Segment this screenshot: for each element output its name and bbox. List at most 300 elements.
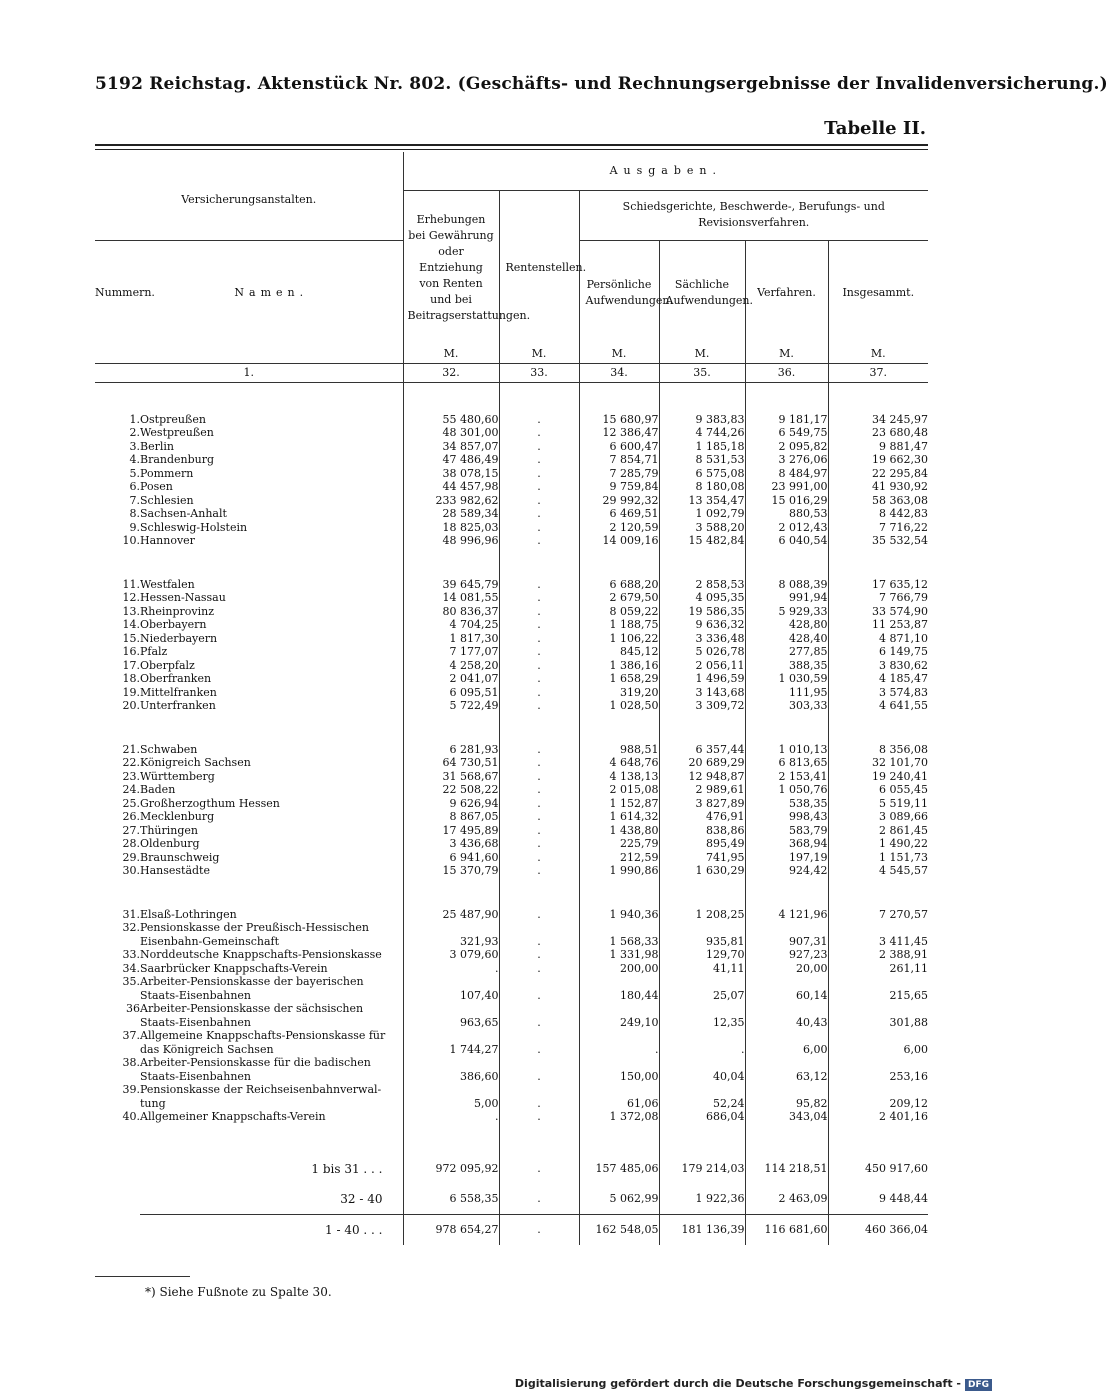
- value-c36: 428,40: [745, 632, 828, 646]
- unit-label: M.: [499, 345, 579, 363]
- col-insgesammt-header: Insgesammt.: [828, 240, 928, 345]
- institution-name: Staats-Eisenbahnen: [140, 1015, 252, 1029]
- value-c33: .: [499, 797, 579, 811]
- spacer-cell: [828, 1124, 928, 1154]
- institution-name: Posen: [140, 480, 173, 493]
- institution-name: Oberbayern: [140, 618, 207, 631]
- institution-name: Saarbrücker Knappschafts-Verein: [140, 961, 328, 975]
- value-c34: 9 759,84: [579, 480, 659, 494]
- value-c35: 3 309,72: [659, 699, 745, 713]
- value-c37: 9 881,47: [828, 440, 928, 454]
- value-c33: .: [499, 1097, 579, 1111]
- value-c33: .: [499, 743, 579, 757]
- sum-c37: 450 917,60: [828, 1154, 928, 1184]
- unit-label: M.: [828, 345, 928, 363]
- value-c37: 22 295,84: [828, 467, 928, 481]
- value-c37: 7 270,57: [828, 908, 928, 922]
- institution-name: Unterfranken: [140, 699, 216, 712]
- row-number: 13.: [122, 604, 140, 618]
- value-c34: 7 285,79: [579, 467, 659, 481]
- row-number: 36: [126, 1002, 140, 1015]
- row-number: 12.: [122, 591, 140, 604]
- institution-name: das Königreich Sachsen: [140, 1042, 274, 1056]
- value-c36: 6,00: [745, 1043, 828, 1057]
- value-c37: 4 871,10: [828, 632, 928, 646]
- value-c37: 4 641,55: [828, 699, 928, 713]
- value-c37: 6 055,45: [828, 783, 928, 797]
- value-c34: 1 106,22: [579, 632, 659, 646]
- table-row: [95, 672, 928, 686]
- column-number: 33.: [499, 363, 579, 382]
- value-c35: 686,04: [659, 1110, 745, 1124]
- value-c32: 47 486,49: [403, 453, 499, 467]
- value-c37: 1 151,73: [828, 851, 928, 865]
- spacer-cell: [140, 548, 403, 578]
- table-row: [95, 521, 928, 535]
- value-c36: 991,94: [745, 591, 828, 605]
- value-c33: [499, 1083, 579, 1097]
- value-c32: [403, 1002, 499, 1016]
- institution-name: Allgemeine Knappschafts-Pensionskasse für: [140, 1029, 386, 1042]
- spacer-cell: [828, 548, 928, 578]
- value-c37: [828, 1029, 928, 1043]
- table-row: [95, 440, 928, 454]
- institution-name: Pfalz: [140, 645, 168, 658]
- value-c32: 4 258,20: [403, 659, 499, 673]
- value-c35: 5 026,78: [659, 645, 745, 659]
- group-spacer: [95, 878, 928, 908]
- value-c37: 253,16: [828, 1070, 928, 1084]
- value-c36: 1 050,76: [745, 783, 828, 797]
- value-c35: 3 336,48: [659, 632, 745, 646]
- spacer-cell: [745, 878, 828, 908]
- spacer-cell: [745, 548, 828, 578]
- value-c35: 19 586,35: [659, 605, 745, 619]
- group-spacer: [95, 1124, 928, 1154]
- value-c33: .: [499, 783, 579, 797]
- value-c33: .: [499, 534, 579, 548]
- row-number: 11.: [122, 577, 140, 591]
- value-c35: 25,07: [659, 989, 745, 1003]
- value-c36: 2 012,43: [745, 521, 828, 535]
- value-c36: 40,43: [745, 1016, 828, 1030]
- schiedsgerichte-header: Schiedsgerichte, Beschwerde-, Berufungs- und Revisionsverfahren.: [579, 190, 928, 240]
- value-c32: 28 589,34: [403, 507, 499, 521]
- value-c35: 2 989,61: [659, 783, 745, 797]
- value-c37: 8 442,83: [828, 507, 928, 521]
- value-c32: [403, 1083, 499, 1097]
- value-c36: 907,31: [745, 935, 828, 949]
- row-number: 39.: [122, 1083, 140, 1096]
- value-c32: 1 817,30: [403, 632, 499, 646]
- institution-name: Eisenbahn-Gemeinschaft: [140, 934, 280, 948]
- value-c32: 4 704,25: [403, 618, 499, 632]
- value-c33: .: [499, 908, 579, 922]
- value-c37: 2 401,16: [828, 1110, 928, 1124]
- value-c34: 1 658,29: [579, 672, 659, 686]
- value-c35: 3 827,89: [659, 797, 745, 811]
- value-c35: 13 354,47: [659, 494, 745, 508]
- value-c37: 5 519,11: [828, 797, 928, 811]
- value-c36: 368,94: [745, 837, 828, 851]
- spacer-cell: [403, 548, 499, 578]
- value-c36: 428,80: [745, 618, 828, 632]
- institution-name: Großherzogthum Hessen: [140, 796, 280, 810]
- value-c35: 9 636,32: [659, 618, 745, 632]
- row-number: 31.: [122, 907, 140, 921]
- value-c36: [745, 975, 828, 989]
- value-c36: 63,12: [745, 1070, 828, 1084]
- value-c37: 4 545,57: [828, 864, 928, 878]
- spacer-cell: [579, 878, 659, 908]
- row-number: 17.: [122, 658, 140, 672]
- value-c32: 233 982,62: [403, 494, 499, 508]
- sum-c36: 116 681,60: [745, 1214, 828, 1245]
- value-c35: 8 531,53: [659, 453, 745, 467]
- col-erhebungen-header: Erhebungen bei Gewährung oder Entziehung von Renten und bei Beitragserstattungen.: [403, 190, 499, 345]
- value-c36: 303,33: [745, 699, 828, 713]
- insurance-institutions-header: Versicherungsanstalten.: [181, 193, 317, 206]
- column-number: 36.: [745, 363, 828, 382]
- spacer-cell: [95, 382, 140, 413]
- unit-label: M.: [403, 345, 499, 363]
- row-number: 5.: [129, 466, 140, 480]
- credit-text: Digitalisierung gefördert durch die Deutsche Forschungsgemeinschaft -: [514, 1377, 961, 1390]
- sum-c34: 162 548,05: [579, 1214, 659, 1245]
- value-c33: .: [499, 507, 579, 521]
- value-c32: 14 081,55: [403, 591, 499, 605]
- value-c33: .: [499, 591, 579, 605]
- table-row: [95, 453, 928, 467]
- value-c36: 197,19: [745, 851, 828, 865]
- table-row: [95, 618, 928, 632]
- table-row: [95, 426, 928, 440]
- value-c33: .: [499, 699, 579, 713]
- value-c35: 2 056,11: [659, 659, 745, 673]
- table-row: [95, 756, 928, 770]
- value-c36: 20,00: [745, 962, 828, 976]
- table-row: [95, 534, 928, 548]
- value-c37: [828, 1002, 928, 1016]
- column-number: 1.: [95, 363, 403, 382]
- table-row: [95, 948, 928, 962]
- spacer-cell: [499, 878, 579, 908]
- value-c34: 1 372,08: [579, 1110, 659, 1124]
- value-c36: 6 549,75: [745, 426, 828, 440]
- value-c33: .: [499, 480, 579, 494]
- value-c35: 2 858,53: [659, 578, 745, 592]
- row-number: [95, 1070, 140, 1084]
- sum-c35: 181 136,39: [659, 1214, 745, 1245]
- value-c33: .: [499, 632, 579, 646]
- value-c34: 200,00: [579, 962, 659, 976]
- value-c33: .: [499, 948, 579, 962]
- row-number: 3.: [129, 439, 140, 453]
- institution-name: Westfalen: [140, 577, 195, 591]
- value-c33: [499, 1029, 579, 1043]
- spacer-cell: [828, 713, 928, 743]
- value-c32: 44 457,98: [403, 480, 499, 494]
- value-c33: .: [499, 1016, 579, 1030]
- institution-name: Hannover: [140, 534, 195, 547]
- sum-c32: 6 558,35: [403, 1184, 499, 1215]
- value-c32: .: [403, 962, 499, 976]
- value-c32: 7 177,07: [403, 645, 499, 659]
- value-c34: 1 188,75: [579, 618, 659, 632]
- value-c35: [659, 921, 745, 935]
- value-c32: [403, 1029, 499, 1043]
- value-c33: .: [499, 989, 579, 1003]
- group-spacer: [95, 382, 928, 413]
- value-c35: [659, 1002, 745, 1016]
- value-c33: .: [499, 494, 579, 508]
- table-row: [95, 824, 928, 838]
- value-c35: 6 575,08: [659, 467, 745, 481]
- institution-name: Hansestädte: [140, 864, 210, 877]
- institution-name: Schwaben: [140, 742, 198, 756]
- value-c32: 963,65: [403, 1016, 499, 1030]
- table-row: [95, 935, 928, 949]
- spacer-cell: [140, 713, 403, 743]
- value-c35: 12,35: [659, 1016, 745, 1030]
- value-c32: 3 079,60: [403, 948, 499, 962]
- value-c35: [659, 1056, 745, 1070]
- row-number: 35.: [122, 975, 140, 988]
- value-c35: [659, 975, 745, 989]
- top-rule-thin: [95, 149, 928, 150]
- value-c37: 2 388,91: [828, 948, 928, 962]
- table-row: [95, 921, 928, 935]
- value-c34: 249,10: [579, 1016, 659, 1030]
- value-c36: 998,43: [745, 810, 828, 824]
- col-nummern-header: Nummern.: [95, 240, 140, 345]
- value-c33: .: [499, 962, 579, 976]
- column-number-row: [95, 363, 928, 382]
- value-c37: 3 830,62: [828, 659, 928, 673]
- value-c37: 32 101,70: [828, 756, 928, 770]
- spacer-cell: [579, 1124, 659, 1154]
- sum-c35: 1 922,36: [659, 1184, 745, 1215]
- institution-name: Oldenburg: [140, 837, 200, 850]
- value-c37: [828, 1083, 928, 1097]
- value-c37: 209,12: [828, 1097, 928, 1111]
- value-c36: 277,85: [745, 645, 828, 659]
- value-c35: 52,24: [659, 1097, 745, 1111]
- row-number: 24.: [122, 783, 140, 796]
- sum-c33: .: [499, 1214, 579, 1245]
- institution-name: Arbeiter-Pensionskasse für die badischen: [140, 1056, 371, 1069]
- table-row: [95, 837, 928, 851]
- sum-c33: .: [499, 1154, 579, 1184]
- row-number: 2.: [129, 426, 140, 439]
- value-c33: .: [499, 935, 579, 949]
- row-number: 40.: [122, 1110, 140, 1123]
- spacer-cell: [499, 1124, 579, 1154]
- sum-row: [95, 1154, 928, 1184]
- value-c35: 41,11: [659, 962, 745, 976]
- row-number: 4.: [129, 453, 140, 466]
- institution-name: Württemberg: [140, 769, 215, 783]
- value-c33: [499, 975, 579, 989]
- value-c35: .: [659, 1043, 745, 1057]
- table-row: [95, 591, 928, 605]
- value-c32: 5,00: [403, 1097, 499, 1111]
- institution-name: Arbeiter-Pensionskasse der sächsischen: [140, 1002, 364, 1015]
- sum-spacer: [95, 1154, 140, 1184]
- value-c37: 17 635,12: [828, 578, 928, 592]
- value-c37: 301,88: [828, 1016, 928, 1030]
- spacer-cell: [579, 382, 659, 413]
- value-c33: .: [499, 686, 579, 700]
- value-c34: .: [579, 1043, 659, 1057]
- institution-name: Mittelfranken: [140, 685, 217, 699]
- row-number: 18.: [122, 672, 140, 685]
- row-number: [95, 1016, 140, 1030]
- col-verfahren-header: Verfahren.: [745, 240, 828, 345]
- value-c36: [745, 1056, 828, 1070]
- institution-name: Berlin: [140, 439, 174, 453]
- row-number: 6.: [129, 480, 140, 493]
- spacer-cell: [95, 1124, 140, 1154]
- table-row: [95, 770, 928, 784]
- value-c37: 23 680,48: [828, 426, 928, 440]
- table-row: [95, 1097, 928, 1111]
- value-c36: 924,42: [745, 864, 828, 878]
- value-c32: [403, 975, 499, 989]
- value-c34: 6 469,51: [579, 507, 659, 521]
- institution-name: Hessen-Nassau: [140, 591, 226, 604]
- value-c34: 8 059,22: [579, 605, 659, 619]
- value-c32: [403, 1056, 499, 1070]
- institution-name: Pensionskasse der Preußisch-Hessischen: [140, 921, 369, 934]
- footnote: *) Siehe Fußnote zu Spalte 30.: [145, 1285, 332, 1299]
- row-number: 10.: [122, 534, 140, 547]
- value-c33: .: [499, 824, 579, 838]
- row-number: 1.: [129, 412, 140, 426]
- value-c32: 6 095,51: [403, 686, 499, 700]
- table-row: [95, 1056, 928, 1070]
- value-c32: .: [403, 1110, 499, 1124]
- value-c32: 34 857,07: [403, 440, 499, 454]
- value-c36: [745, 1029, 828, 1043]
- value-c34: 1 152,87: [579, 797, 659, 811]
- row-number: 20.: [122, 699, 140, 712]
- value-c35: 12 948,87: [659, 770, 745, 784]
- col-namen-header: Namen.: [140, 240, 403, 345]
- row-number: 9.: [129, 520, 140, 534]
- value-c36: 2 095,82: [745, 440, 828, 454]
- value-c35: 20 689,29: [659, 756, 745, 770]
- ausgaben-header: Ausgaben.: [403, 152, 928, 190]
- value-c35: 40,04: [659, 1070, 745, 1084]
- sum-c36: 2 463,09: [745, 1184, 828, 1215]
- value-c33: .: [499, 659, 579, 673]
- value-c33: [499, 1002, 579, 1016]
- value-c36: 3 276,06: [745, 453, 828, 467]
- institution-name: Mecklenburg: [140, 810, 215, 823]
- value-c36: 6 040,54: [745, 534, 828, 548]
- value-c34: 225,79: [579, 837, 659, 851]
- institution-name: Ostpreußen: [140, 412, 206, 426]
- value-c35: 4 095,35: [659, 591, 745, 605]
- institution-name: Allgemeiner Knappschafts-Verein: [140, 1110, 326, 1123]
- col-persoenliche-header: Persönliche Aufwendungen.: [579, 240, 659, 345]
- sum-c37: 460 366,04: [828, 1214, 928, 1245]
- sum-c35: 179 214,03: [659, 1154, 745, 1184]
- value-c32: 39 645,79: [403, 578, 499, 592]
- table-row: [95, 659, 928, 673]
- table-row: [95, 1110, 928, 1124]
- spacer-cell: [95, 878, 140, 908]
- table-row: [95, 1002, 928, 1016]
- table-row: [95, 480, 928, 494]
- institution-name: Niederbayern: [140, 631, 218, 645]
- value-c32: 38 078,15: [403, 467, 499, 481]
- column-number: 32.: [403, 363, 499, 382]
- value-c36: 23 991,00: [745, 480, 828, 494]
- table-reference: Tabelle II.: [824, 118, 926, 139]
- table-row: [95, 797, 928, 811]
- col-rentenstellen-header: Rentenstellen.: [499, 190, 579, 345]
- sum-label: 1 bis 31 . . .: [311, 1161, 383, 1176]
- value-c37: 34 245,97: [828, 413, 928, 427]
- spacer-cell: [579, 713, 659, 743]
- row-number: 26.: [122, 810, 140, 823]
- spacer-cell: [745, 382, 828, 413]
- value-c35: 476,91: [659, 810, 745, 824]
- value-c36: 15 016,29: [745, 494, 828, 508]
- value-c34: 212,59: [579, 851, 659, 865]
- value-c36: 1 030,59: [745, 672, 828, 686]
- table-row: [95, 975, 928, 989]
- value-c35: 9 383,83: [659, 413, 745, 427]
- value-c34: [579, 1056, 659, 1070]
- institution-name: Thüringen: [140, 823, 199, 837]
- value-c37: 3 411,45: [828, 935, 928, 949]
- row-number: 37.: [122, 1029, 140, 1042]
- row-number: 29.: [122, 850, 140, 864]
- spacer-cell: [579, 548, 659, 578]
- table-row: [95, 864, 928, 878]
- value-c33: [499, 921, 579, 935]
- spacer-cell: [403, 382, 499, 413]
- value-c32: 6 941,60: [403, 851, 499, 865]
- spacer-cell: [659, 878, 745, 908]
- sum-c37: 9 448,44: [828, 1184, 928, 1215]
- value-c34: 4 138,13: [579, 770, 659, 784]
- value-c33: .: [499, 521, 579, 535]
- row-number: 27.: [122, 823, 140, 837]
- value-c32: 9 626,94: [403, 797, 499, 811]
- institution-name: Oberfranken: [140, 672, 212, 685]
- unit-label: M.: [745, 345, 828, 363]
- value-c37: 2 861,45: [828, 824, 928, 838]
- institution-name: Baden: [140, 783, 176, 796]
- value-c33: .: [499, 426, 579, 440]
- value-c34: 1 331,98: [579, 948, 659, 962]
- spacer-cell: [95, 548, 140, 578]
- value-c37: [828, 975, 928, 989]
- value-c37: 58 363,08: [828, 494, 928, 508]
- value-c33: .: [499, 605, 579, 619]
- institution-name: Pensionskasse der Reichseisenbahnverwal-: [140, 1083, 382, 1096]
- value-c35: 129,70: [659, 948, 745, 962]
- institution-name: Rheinprovinz: [140, 604, 215, 618]
- spacer-cell: [499, 548, 579, 578]
- value-c36: 388,35: [745, 659, 828, 673]
- value-c35: 1 496,59: [659, 672, 745, 686]
- value-c35: 895,49: [659, 837, 745, 851]
